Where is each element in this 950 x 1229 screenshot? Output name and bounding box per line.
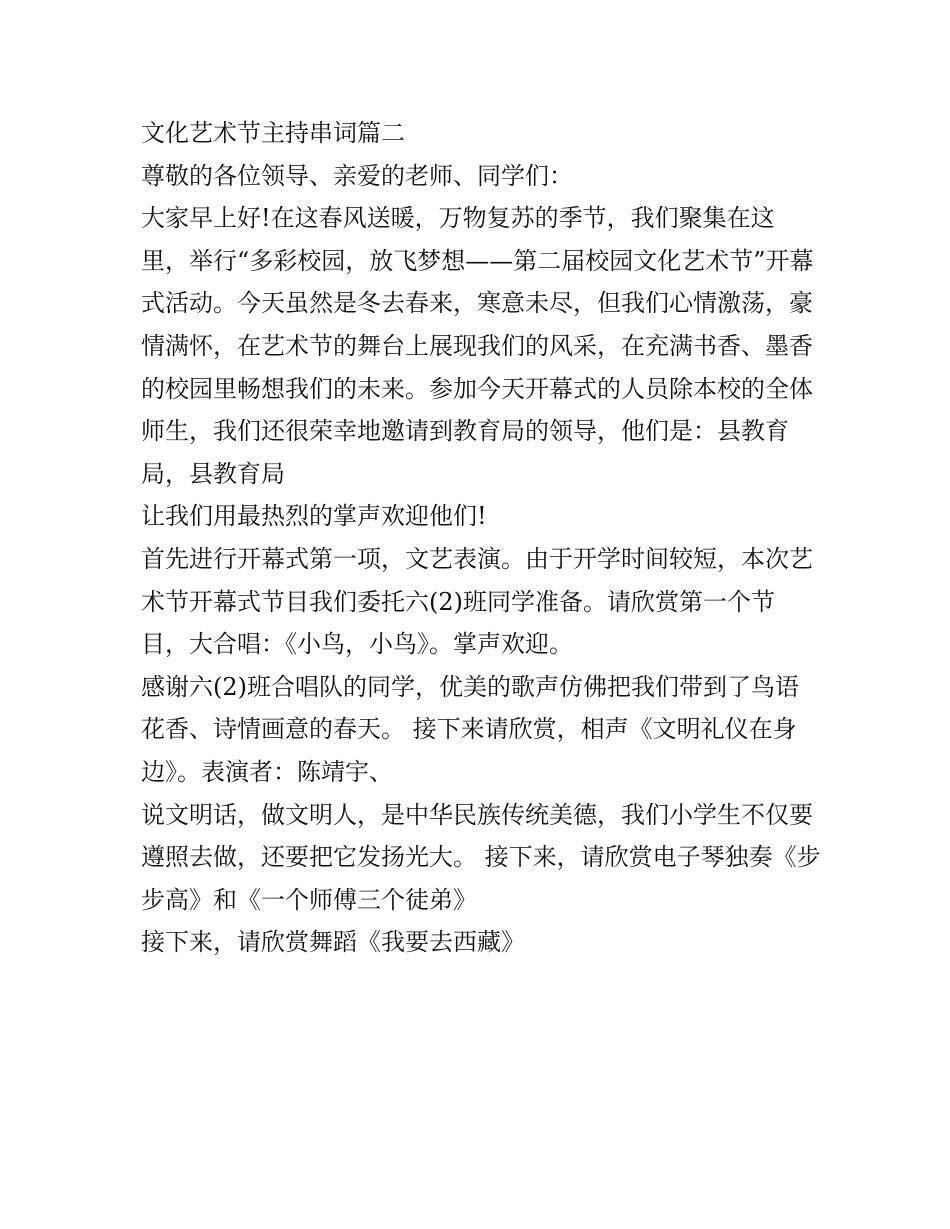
- paragraph-opening: 大家早上好!在这春风送暖，万物复苏的季节，我们聚集在这里，举行“多彩校园，放飞梦想——第二届校园文化艺术节”开幕式活动。今天虽然是冬去春来，寒意未尽，但我们心情激荡，豪情满怀，在艺术节的舞台上展现我们的风采，在充满书香、墨香的校园里畅想我们的未来。参加今天开幕式的人员除本校的全体师生，我们还很荣幸地邀请到教育局的领导，他们是：县教育局，县教育局: [141, 204, 814, 488]
- document-title: 文化艺术节主持串词篇二: [141, 119, 405, 147]
- paragraph-welcome: 让我们用最热烈的掌声欢迎他们!: [141, 502, 487, 531]
- paragraph-thanks-chorus: 感谢六(2)班合唱队的同学，优美的歌声仿佛把我们带到了鸟语花香、诗情画意的春天。 接下来请欣赏，相声《文明礼仪在身边》。表演者：陈靖宇、: [141, 672, 799, 786]
- paragraph-first-program: 首先进行开幕式第一项，文艺表演。由于开学时间较短，本次艺术节开幕式节目我们委托六(2)班同学准备。请欣赏第一个节目，大合唱：《小鸟，小鸟》。掌声欢迎。: [141, 544, 813, 659]
- document-body: [141, 112, 821, 964]
- paragraph-civility: 说文明话，做文明人，是中华民族传统美德，我们小学生不仅要遵照去做，还要把它发扬光大。 接下来，请欣赏电子琴独奏《步步高》和《一个师傅三个徒弟》: [141, 800, 821, 914]
- paragraph-dance: 接下来，请欣赏舞蹈《我要去西藏》: [141, 928, 525, 957]
- paragraph-greeting: 尊敬的各位领导、亲爱的老师、同学们：: [141, 161, 573, 190]
